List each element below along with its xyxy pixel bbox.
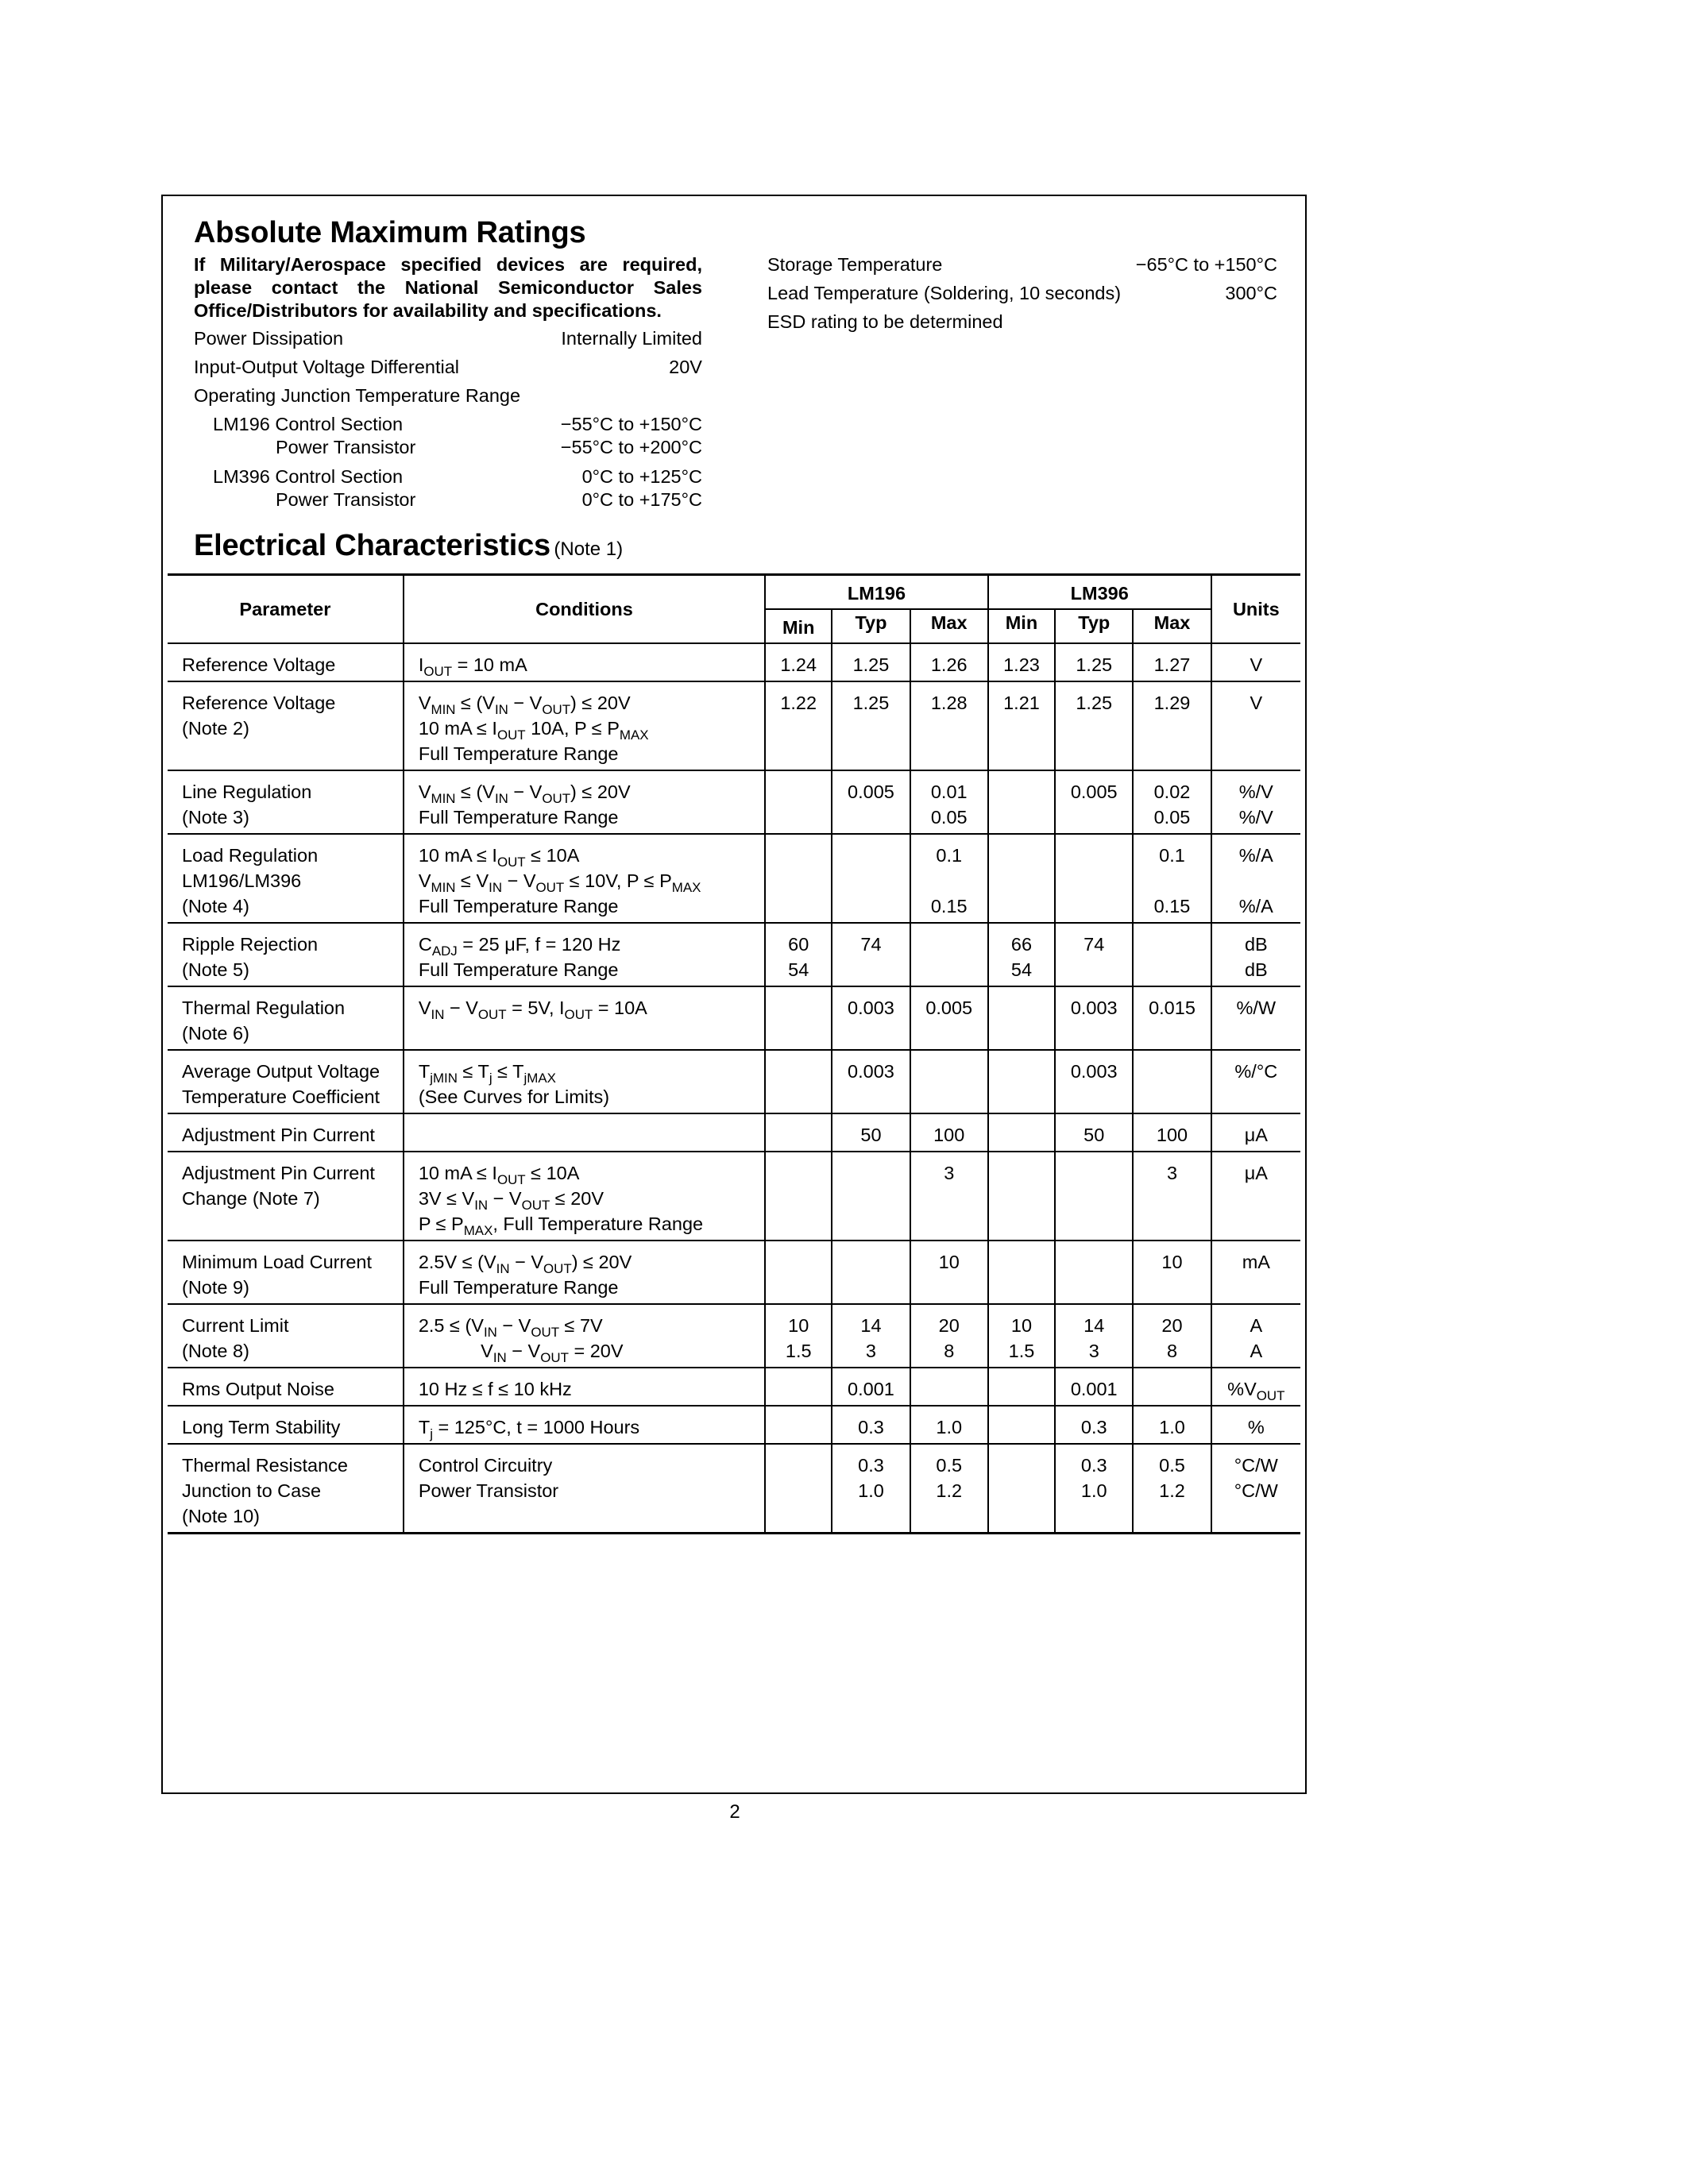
lm196-max: 10: [910, 1241, 988, 1304]
lm396-max: 3: [1133, 1152, 1211, 1241]
units-cell: %/W: [1211, 986, 1300, 1050]
lm396-max: 1.29: [1133, 681, 1211, 770]
param-cell: Load Regulation LM196/LM396 (Note 4): [168, 834, 404, 923]
lm396-typ: 14 3: [1055, 1304, 1133, 1368]
lm196-min: 10 1.5: [765, 1304, 832, 1368]
lm196-typ: [832, 1241, 910, 1304]
table-row: [168, 1406, 1300, 1444]
lead-temp-value: 300°C: [1225, 283, 1277, 303]
table-row: [168, 1050, 1300, 1113]
units-cell: V: [1211, 643, 1300, 681]
lm396-max: 0.015: [1133, 986, 1211, 1050]
lm196-typ: 0.005: [832, 770, 910, 834]
ec-table-body: [168, 643, 1300, 1534]
lm396-max: [1133, 1368, 1211, 1406]
ec-title-note: (Note 1): [554, 538, 624, 560]
param-cell: Reference Voltage: [168, 643, 404, 681]
param-cell: Long Term Stability: [168, 1406, 404, 1444]
lm396-max: 1.0: [1133, 1406, 1211, 1444]
header-min: Min: [988, 609, 1055, 643]
esd-rating: ESD rating to be determined: [767, 311, 1003, 332]
lm196-min: 1.22: [765, 681, 832, 770]
lm396-max: 20 8: [1133, 1304, 1211, 1368]
table-row: [168, 1113, 1300, 1152]
conditions-cell: $T_j = 125^\circ C$, t = 1000 Hours: [404, 1406, 765, 1444]
lm196-min: [765, 834, 832, 923]
units-cell: μA: [1211, 1113, 1300, 1152]
conditions-cell: $V_{IN} - V_{OUT} = 5V$, $I_{OUT} = 10A$: [404, 986, 765, 1050]
lm396-typ: 0.003: [1055, 986, 1133, 1050]
table-row: [168, 923, 1300, 986]
param-cell: Adjustment Pin Current: [168, 1113, 404, 1152]
ojtr-label: Operating Junction Temperature Range: [194, 385, 521, 406]
lm396-typ: [1055, 1241, 1133, 1304]
conditions-cell: $2.5 \le (V_{IN} - V_{OUT} \le 7V$ $V_{IN} - V_{OUT} = 20V$: [404, 1304, 765, 1368]
lm196-max: 1.26: [910, 643, 988, 681]
table-row: [168, 1152, 1300, 1241]
table-row: [168, 643, 1300, 681]
units-cell: %/°C: [1211, 1050, 1300, 1113]
lm196-power-value: −55°C to +200°C: [560, 437, 702, 457]
table-row: [168, 1368, 1300, 1406]
lm396-max: 0.1 0.15: [1133, 834, 1211, 923]
lm396-typ: [1055, 1152, 1133, 1241]
units-cell: %/A %/A: [1211, 834, 1300, 923]
param-cell: Thermal Resistance Junction to Case (Note 10): [168, 1444, 404, 1534]
header-max: Max: [910, 609, 988, 643]
lm396-max: 1.27: [1133, 643, 1211, 681]
lm396-typ: [1055, 834, 1133, 923]
power-dissipation-label: Power Dissipation: [194, 328, 344, 349]
lm396-max: [1133, 1050, 1211, 1113]
lm196-max: 3: [910, 1152, 988, 1241]
param-cell: Average Output Voltage Temperature Coefficient: [168, 1050, 404, 1113]
conditions-cell: $C_{ADJ} = 25$ μF, f = 120 Hz Full Temperature Range: [404, 923, 765, 986]
units-cell: μA: [1211, 1152, 1300, 1241]
lm196-max: [910, 1050, 988, 1113]
lm396-max: 10: [1133, 1241, 1211, 1304]
storage-temp-label: Storage Temperature: [767, 254, 943, 275]
lm396-min: [988, 1113, 1055, 1152]
lm196-max: [910, 1368, 988, 1406]
lm196-max: 0.005: [910, 986, 988, 1050]
lm196-min: [765, 770, 832, 834]
lm396-min: [988, 1406, 1055, 1444]
lm196-control-value: −55°C to +150°C: [560, 414, 702, 434]
lm196-min: [765, 1152, 832, 1241]
lm196-typ: 74: [832, 923, 910, 986]
lm196-min: [765, 1241, 832, 1304]
ec-heading: [194, 529, 623, 563]
lm396-typ: 0.003: [1055, 1050, 1133, 1113]
lm196-typ: 1.25: [832, 681, 910, 770]
lm196-max: 100: [910, 1113, 988, 1152]
lm196-control-label: LM196 Control Section: [213, 414, 404, 434]
lm396-min: 1.21: [988, 681, 1055, 770]
lm196-typ: 0.001: [832, 1368, 910, 1406]
page-number: 2: [729, 1801, 740, 1823]
param-cell: Minimum Load Current (Note 9): [168, 1241, 404, 1304]
amr-title: Absolute Maximum Ratings: [194, 216, 586, 249]
lm396-typ: 1.25: [1055, 681, 1133, 770]
lm396-min: [988, 834, 1055, 923]
lm196-typ: 14 3: [832, 1304, 910, 1368]
units-cell: V: [1211, 681, 1300, 770]
lm396-typ: 74: [1055, 923, 1133, 986]
param-cell: Line Regulation (Note 3): [168, 770, 404, 834]
conditions-cell: 10 Hz ≤ f ≤ 10 kHz: [404, 1368, 765, 1406]
lm196-max: 1.28: [910, 681, 988, 770]
param-cell: Reference Voltage (Note 2): [168, 681, 404, 770]
lm196-min: [765, 1406, 832, 1444]
conditions-cell: $2.5V \le (V_{IN} - V_{OUT}) \le 20V$ Full Temperature Range: [404, 1241, 765, 1304]
lm396-min: 10 1.5: [988, 1304, 1055, 1368]
lm396-min: [988, 986, 1055, 1050]
lm396-power-label: Power Transistor: [276, 489, 416, 510]
io-diff-label: Input-Output Voltage Differential: [194, 357, 460, 377]
lm196-typ: 0.3: [832, 1406, 910, 1444]
conditions-cell: $V_{MIN} \le (V_{IN} - V_{OUT}) \le 20V$ 10 mA ≤ $I_{OUT}$ 10A, $P \le P_{MAX}$ Full Temperature Range: [404, 681, 765, 770]
table-row: [168, 770, 1300, 834]
lm396-typ: 0.005: [1055, 770, 1133, 834]
header-conditions: Conditions: [404, 575, 765, 644]
lm196-max: 20 8: [910, 1304, 988, 1368]
units-cell: mA: [1211, 1241, 1300, 1304]
header-max: Max: [1133, 609, 1211, 643]
table-row: [168, 986, 1300, 1050]
table-row: [168, 1304, 1300, 1368]
lm196-max: 0.5 1.2: [910, 1444, 988, 1534]
lm396-max: [1133, 923, 1211, 986]
io-diff-value: 20V: [669, 357, 702, 377]
units-cell: %/V %/V: [1211, 770, 1300, 834]
lm196-typ: 0.003: [832, 986, 910, 1050]
lm196-min: [765, 1113, 832, 1152]
lm196-typ: 0.3 1.0: [832, 1444, 910, 1534]
header-lm396: LM396: [988, 575, 1211, 610]
lm196-min: 1.24: [765, 643, 832, 681]
header-units: Units: [1211, 575, 1300, 644]
lm396-max: 0.02 0.05: [1133, 770, 1211, 834]
table-row: [168, 681, 1300, 770]
lm196-typ: 50: [832, 1113, 910, 1152]
electrical-characteristics-table: [168, 573, 1300, 1534]
table-row: [168, 1241, 1300, 1304]
conditions-cell: 10 mA ≤ $I_{OUT} \le 10A$ $V_{MIN} \le V_{IN} - V_{OUT} \le 10V$, $P \le P_{MAX}$ Full Temperature Range: [404, 834, 765, 923]
units-cell: dB dB: [1211, 923, 1300, 986]
lm196-max: 0.01 0.05: [910, 770, 988, 834]
military-note: If Military/Aerospace specified devices are required, please contact the National Semiconductor Sales Office/Distributors for availability and specifications.: [194, 254, 702, 321]
table-row: [168, 1444, 1300, 1534]
units-cell: $\%V_{OUT}$: [1211, 1368, 1300, 1406]
lm196-typ: [832, 834, 910, 923]
lm196-min: [765, 1050, 832, 1113]
lm196-max: [910, 923, 988, 986]
lm396-max: 0.5 1.2: [1133, 1444, 1211, 1534]
conditions-cell: Control Circuitry Power Transistor: [404, 1444, 765, 1534]
lm396-power-value: 0°C to +175°C: [581, 489, 702, 510]
lm396-min: [988, 1368, 1055, 1406]
lm396-typ: 0.001: [1055, 1368, 1133, 1406]
header-min: Min: [765, 609, 832, 643]
lm396-typ: 50: [1055, 1113, 1133, 1152]
lm396-min: [988, 770, 1055, 834]
param-cell: Ripple Rejection (Note 5): [168, 923, 404, 986]
param-cell: Current Limit (Note 8): [168, 1304, 404, 1368]
conditions-cell: 10 mA ≤ $I_{OUT} \le 10A$ $3V \le V_{IN} - V_{OUT} \le 20V$ $P \le P_{MAX}$, Full Temperature Range: [404, 1152, 765, 1241]
conditions-cell: $I_{OUT} = 10$ mA: [404, 643, 765, 681]
lm196-typ: 0.003: [832, 1050, 910, 1113]
table-row: [168, 834, 1300, 923]
storage-temp-value: −65°C to +150°C: [1135, 254, 1277, 275]
lm396-max: 100: [1133, 1113, 1211, 1152]
conditions-cell: [404, 1113, 765, 1152]
lm196-max: 1.0: [910, 1406, 988, 1444]
lm396-typ: 1.25: [1055, 643, 1133, 681]
lm196-min: [765, 1444, 832, 1534]
lm396-min: [988, 1050, 1055, 1113]
units-cell: %: [1211, 1406, 1300, 1444]
units-cell: °C/W °C/W: [1211, 1444, 1300, 1534]
lead-temp-label: Lead Temperature (Soldering, 10 seconds): [767, 283, 1122, 303]
lm196-typ: [832, 1152, 910, 1241]
conditions-cell: $V_{MIN} \le (V_{IN} - V_{OUT}) \le 20V$ Full Temperature Range: [404, 770, 765, 834]
lm396-typ: 0.3 1.0: [1055, 1444, 1133, 1534]
lm196-min: [765, 1368, 832, 1406]
lm196-typ: 1.25: [832, 643, 910, 681]
lm396-min: 1.23: [988, 643, 1055, 681]
lm196-min: [765, 986, 832, 1050]
ec-title: Electrical Characteristics: [194, 529, 550, 562]
param-cell: Thermal Regulation (Note 6): [168, 986, 404, 1050]
lm396-control-value: 0°C to +125°C: [581, 466, 702, 487]
param-cell: Adjustment Pin Current Change (Note 7): [168, 1152, 404, 1241]
conditions-cell: $T_{jMIN} \le T_j \le T_{jMAX}$ (See Curves for Limits): [404, 1050, 765, 1113]
param-cell: Rms Output Noise: [168, 1368, 404, 1406]
lm396-typ: 0.3: [1055, 1406, 1133, 1444]
lm396-min: [988, 1444, 1055, 1534]
lm196-max: 0.1 0.15: [910, 834, 988, 923]
header-typ: Typ: [1055, 609, 1133, 643]
header-lm196: LM196: [765, 575, 988, 610]
header-typ: Typ: [832, 609, 910, 643]
lm396-min: [988, 1152, 1055, 1241]
lm396-min: 66 54: [988, 923, 1055, 986]
units-cell: A A: [1211, 1304, 1300, 1368]
lm196-power-label: Power Transistor: [276, 437, 416, 457]
lm396-control-label: LM396 Control Section: [213, 466, 404, 487]
lm196-min: 60 54: [765, 923, 832, 986]
header-parameter: Parameter: [168, 575, 404, 644]
lm396-min: [988, 1241, 1055, 1304]
power-dissipation-value: Internally Limited: [561, 328, 702, 349]
